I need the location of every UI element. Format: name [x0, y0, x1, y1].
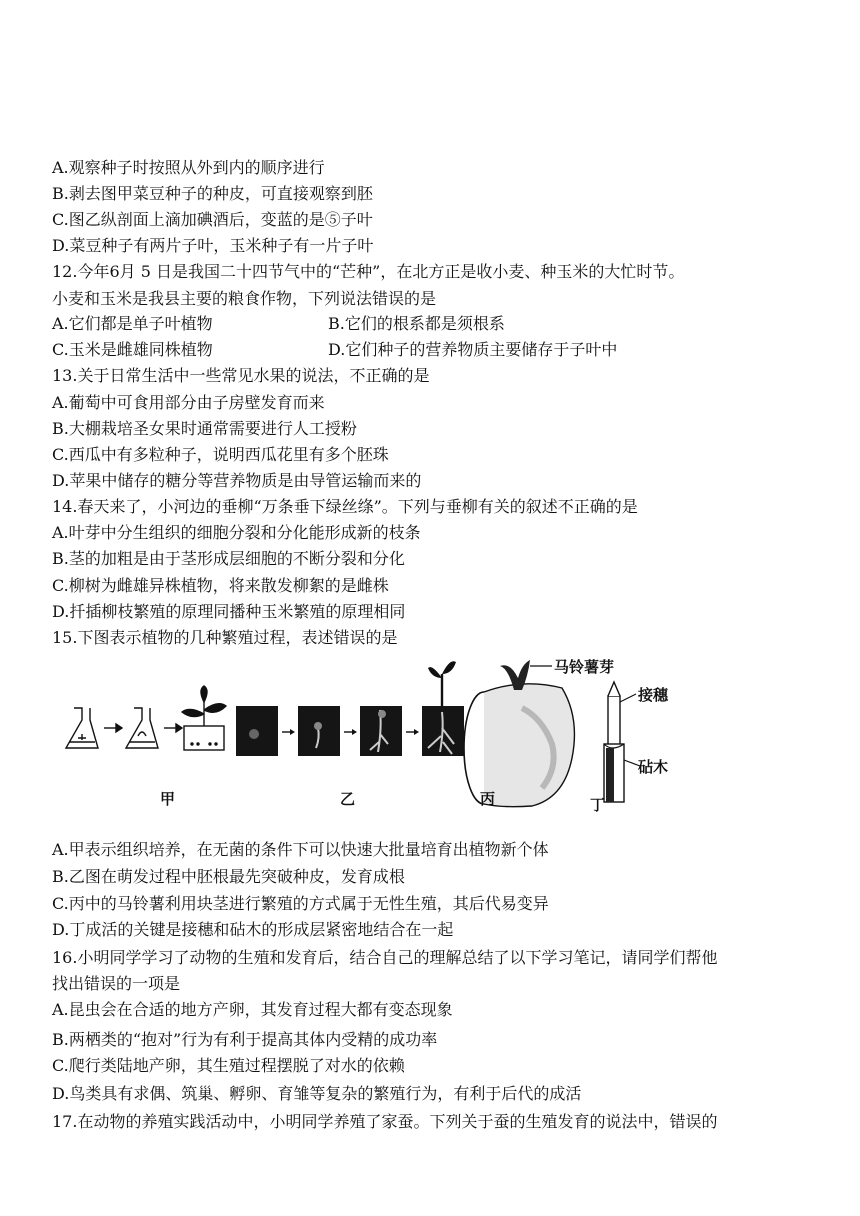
germination-illustration: [236, 661, 464, 756]
q11-option-c: C.图乙纵剖面上滴加碘酒后，变蓝的是⑤子叶: [52, 210, 373, 229]
q13-option-d: D.苹果中储存的糖分等营养物质是由导管运输而来的: [52, 471, 422, 490]
q15-option-c: C.丙中的马铃薯利用块茎进行繁殖的方式属于无性生殖，其后代易变异: [52, 894, 549, 913]
q13-stem: 13.关于日常生活中一些常见水果的说法，不正确的是: [52, 366, 430, 385]
q12-option-d: D.它们种子的营养物质主要储存于子叶中: [328, 340, 618, 359]
q14-stem: 14.春天来了，小河边的垂柳“万条垂下绿丝绦”。下列与垂柳有关的叙述不正确的是: [52, 497, 638, 516]
q11-option-d: D.菜豆种子有两片子叶，玉米种子有一片子叶: [52, 236, 374, 255]
q16-option-a: A.昆虫会在合适的地方产卵，其发育过程大都有变态现象: [52, 1000, 453, 1019]
q12-stem-line2: 小麦和玉米是我县主要的粮食作物，下列说法错误的是: [52, 289, 437, 308]
label-ding: 丁: [590, 796, 606, 814]
q11-option-a: A.观察种子时按照从外到内的顺序进行: [52, 158, 325, 177]
q14-option-a: A.叶芽中分生组织的细胞分裂和分化能形成新的枝条: [52, 523, 421, 542]
q15-option-b: B.乙图在萌发过程中胚根最先突破种皮，发育成根: [52, 867, 405, 886]
q16-stem-line1: 16.小明同学学习了动物的生殖和发育后，结合自己的理解总结了以下学习笔记，请同学们帮他: [52, 948, 718, 967]
stock-label: 砧木: [638, 758, 669, 776]
potato-tuber-illustration: [464, 658, 614, 807]
q15-stem: 15.下图表示植物的几种繁殖过程，表述错误的是: [52, 628, 398, 647]
q11-option-b: B.剥去图甲菜豆种子的种皮，可直接观察到胚: [52, 184, 373, 203]
q16-stem-line2: 找出错误的一项是: [52, 974, 181, 993]
q15-option-a: A.甲表示组织培养，在无菌的条件下可以快速大批量培育出植物新个体: [52, 840, 549, 859]
label-jia: 甲: [160, 790, 176, 808]
q13-option-a: A.葡萄中可食用部分由子房壁发育而来: [52, 393, 325, 412]
q14-option-c: C.柳树为雌雄异株植物，将来散发柳絮的是雌株: [52, 576, 389, 595]
grafting-illustration: [604, 682, 669, 802]
q12-row1: [52, 314, 213, 334]
q16-option-c: C.爬行类陆地产卵，其生殖过程摆脱了对水的依赖: [52, 1056, 405, 1075]
q16-option-d: D.鸟类具有求偶、筑巢、孵卵、育雏等复杂的繁殖行为，有利于后代的成活: [52, 1084, 582, 1103]
label-yi: 乙: [340, 790, 356, 808]
q12-option-a: A.它们都是单子叶植物: [52, 314, 213, 333]
q14-option-d: D.扦插柳枝繁殖的原理同播种玉米繁殖的原理相同: [52, 602, 406, 621]
q12-option-b: B.它们的根系都是须根系: [328, 314, 505, 333]
q16-option-b: B.两栖类的“抱对”行为有利于提高其体内受精的成功率: [52, 1030, 438, 1049]
plant-reproduction-figure: [52, 648, 792, 818]
q17-stem-line1: 17.在动物的养殖实践活动中，小明同学养殖了家蚕。下列关于蚕的生殖发育的说法中，错误的: [52, 1112, 718, 1131]
q15-option-d: D.丁成活的关键是接穗和砧木的形成层紧密地结合在一起: [52, 920, 454, 939]
q13-option-b: B.大棚栽培圣女果时通常需要进行人工授粉: [52, 419, 357, 438]
q14-option-b: B.茎的加粗是由于茎形成层细胞的不断分裂和分化: [52, 549, 405, 568]
q13-option-c: C.西瓜中有多粒种子，说明西瓜花里有多个胚珠: [52, 445, 389, 464]
label-bing: 丙: [480, 790, 496, 808]
q12-stem-line1: 12.今年6月 5 日是我国二十四节气中的“芒种”，在北方正是收小麦、种玉米的大忙时节。: [52, 262, 685, 281]
scion-label: 接穗: [638, 686, 669, 704]
tissue-culture-illustration: [66, 686, 226, 750]
potato-bud-label: 马铃薯芽: [554, 658, 615, 676]
q12-option-c: C.玉米是雌雄同株植物: [52, 340, 213, 359]
